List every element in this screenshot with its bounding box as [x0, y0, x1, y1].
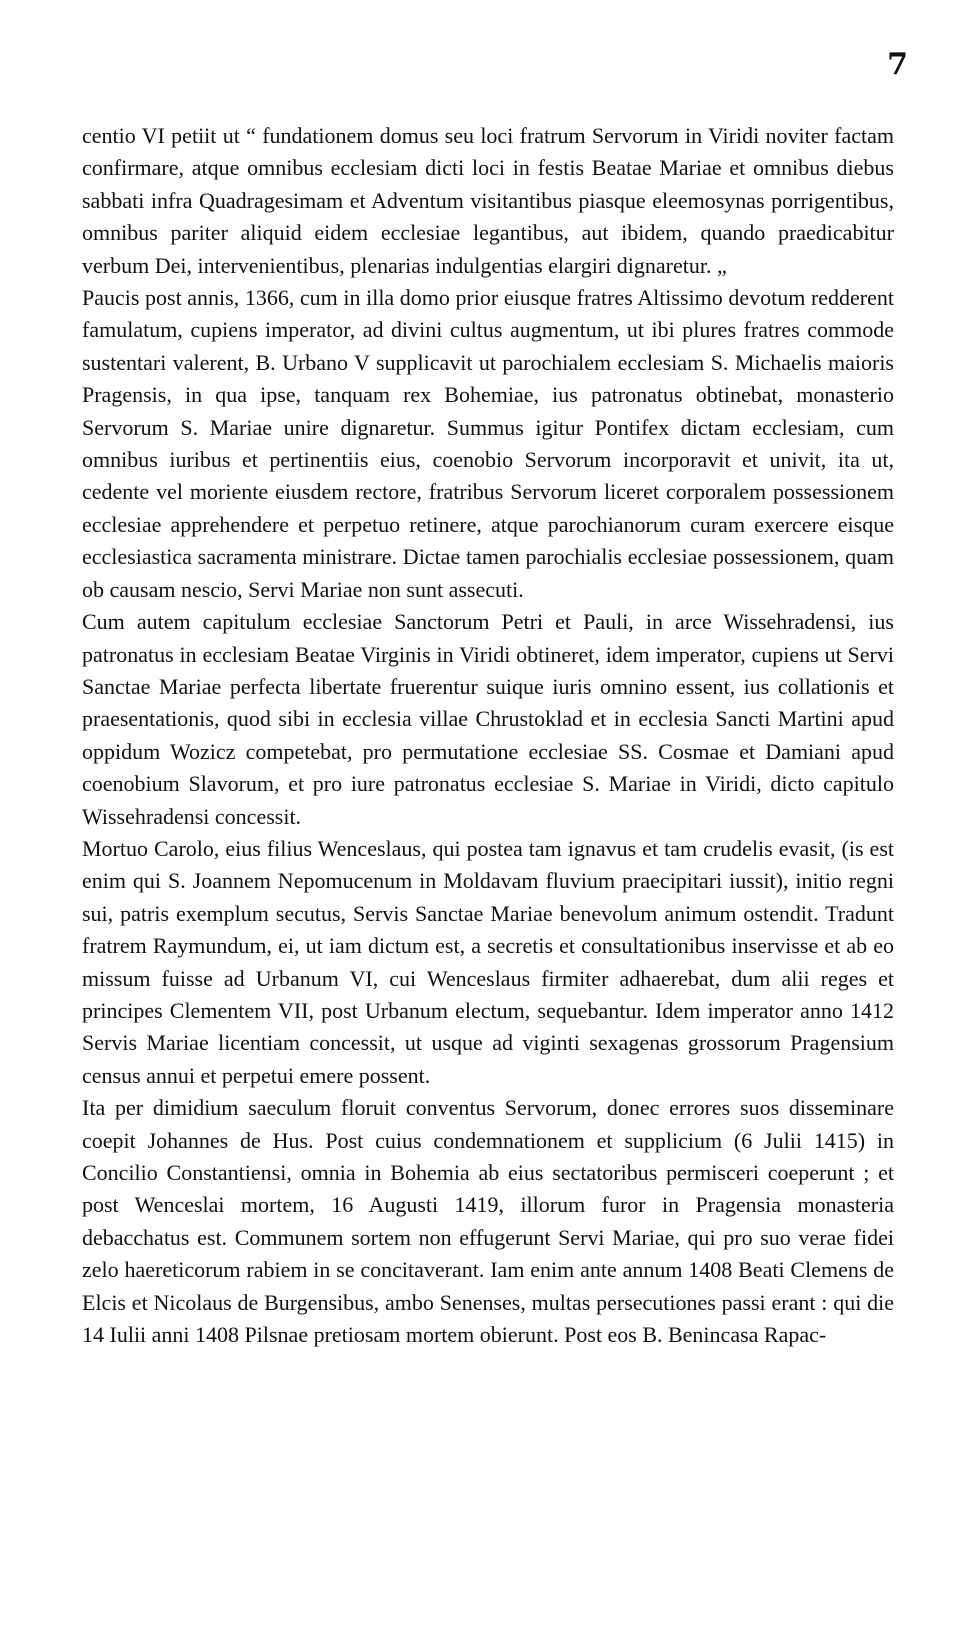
paragraph-5: Ita per dimidium saeculum floruit conventus Servorum, donec errores suos disseminare coepit Johannes de Hus. Post cuius condemnationem et supplicium (6 Julii 1415) in Concilio Constantiensi, omnia in Bohemia ab eius sectatoribus permisceri coeperunt ; et post Wenceslai mortem, 16 Augusti 1419, illorum furor in Pragensia monasteria debacchatus est. Communem sortem non effugerunt Servi Mariae, qui pro suo verae fidei zelo haereticorum rabiem in se concitaverant. Iam enim ante annum 1408 Beati Clemens de Elcis et Nicolaus de Burgensibus, ambo Senenses, multas persecutiones passi erant : qui die 14 Iulii anni 1408 Pilsnae pretiosam mortem obierunt. Post eos B. Benincasa Rapac-	[82, 1095, 894, 1348]
paragraph-4: Mortuo Carolo, eius filius Wenceslaus, qui postea tam ignavus et tam crudelis evasit, (is est enim qui S. Joannem Nepomucenum in Moldavam fluvium praecipitari iussit), initio regni sui, patris exemplum secutus, Servis Sanctae Mariae benevolum animum ostendit. Tradunt fratrem Raymundum, ei, ut iam dictum est, a secretis et consultationibus inservisse et ab eo missum fuisse ad Urbanum VI, cui Wenceslaus firmiter adhaerebat, dum alii reges et principes Clementem VII, post Urbanum electum, sequebantur. Idem imperator anno 1412 Servis Mariae licentiam concessit, ut usque ad viginti sexagenas grossorum Pragensium census annui et perpetui emere possent.	[82, 835, 894, 1088]
paragraph-3: Cum autem capitulum ecclesiae Sanctorum Petri et Pauli, in arce Wissehradensi, ius patronatus in ecclesiam Beatae Virginis in Viridi obtineret, idem imperator, cupiens ut Servi Sanctae Mariae perfecta libertate fruerentur suique iuris omnino essent, ius collationis et praesentationis, quod sibi in ecclesia villae Chrustoklad et in ecclesia Sancti Martini apud oppidum Wozicz competebat, pro permutatione ecclesiae SS. Cosmae et Damiani apud coenobium Slavorum, et pro iure patronatus ecclesiae S. Mariae in Viridi, dicto capitulo Wissehradensi concessit.	[82, 609, 894, 829]
body-text	[82, 120, 894, 1351]
paragraph-2: Paucis post annis, 1366, cum in illa domo prior eiusque fratres Altissimo devotum redderent famulatum, cupiens imperator, ad divini cultus augmentum, ut ibi plures fratres commode sustentari valerent, B. Urbano V supplicavit ut parochialem ecclesiam S. Michaelis maioris Pragensis, in qua ipse, tanquam rex Bohemiae, ius patronatus obtinebat, monasterio Servorum S. Mariae unire dignaretur. Summus igitur Pontifex dictam ecclesiam, cum omnibus iuribus et pertinentiis eius, coenobio Servorum incorporavit et univit, ita ut, cedente vel moriente eiusdem rectore, fratribus Servorum liceret corporalem possessionem ecclesiae apprehendere et perpetuo retinere, atque parochianorum curam exercere eisque ecclesiastica sacramenta ministrare. Dictae tamen parochialis ecclesiae possessionem, quam ob causam nescio, Servi Mariae non sunt assecuti.	[82, 285, 894, 602]
paragraph-1: centio VI petiit ut “ fundationem domus seu loci fratrum Servorum in Viridi noviter factam confirmare, atque omnibus ecclesiam dicti loci in festis Beatae Mariae et omnibus diebus sabbati infra Quadragesimam et Adventum visitantibus piasque eleemosynas porrigentibus, omnibus pariter aliquid eidem ecclesiae legantibus, aut ibidem, quando praedicabitur verbum Dei, intervenientibus, plenarias indulgentias elargiri dignaretur. „	[82, 123, 894, 278]
page-number: 7	[887, 47, 908, 82]
